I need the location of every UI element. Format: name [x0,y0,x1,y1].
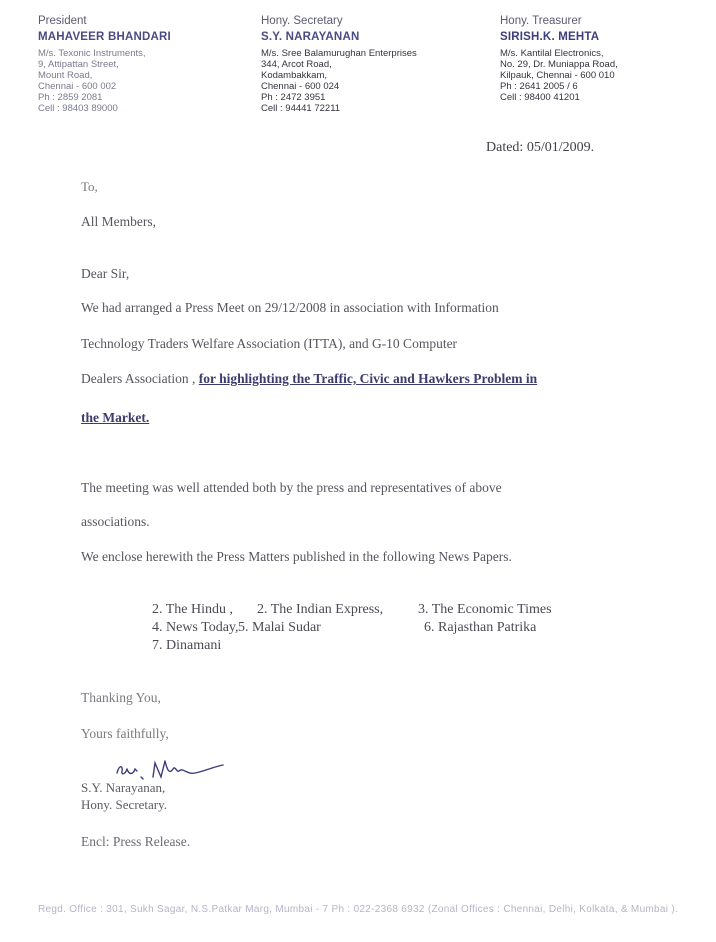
paragraph-1-line: We had arranged a Press Meet on 29/12/2008 in association with Information [81,300,499,315]
treasurer-name: SIRISH.K. MEHTA [500,31,600,43]
header-treasurer [500,14,618,103]
secretary-cell: Cell : 94441 72211 [261,103,341,114]
enclosure-note: Encl: Press Release. [81,834,191,849]
letter-date: Dated: 05/01/2009. [486,140,595,155]
secretary-address-line: Kodambakkam, [261,70,328,81]
paragraph-1-text: Dealers Association , [81,371,199,386]
secretary-address-line: 344, Arcot Road, [261,59,332,70]
newspaper-item: 2. The Hindu , [152,602,234,617]
secretary-name: S.Y. NARAYANAN [261,31,360,43]
header-secretary [261,14,417,114]
secretary-role: Hony. Secretary [261,15,343,27]
secretary-phone: Ph : 2472 3951 [261,92,326,103]
salutation: Dear Sir, [81,266,130,281]
president-address-line: 9, Attipattan Street, [38,59,119,70]
president-address-line: Mount Road, [38,70,93,81]
paragraph-3: We enclose herewith the Press Matters published in the following News Papers. [81,549,512,564]
president-address-line: Chennai - 600 002 [38,81,117,92]
to-label: To, [81,179,98,194]
president-cell: Cell : 98403 89000 [38,103,118,114]
signer-name: S.Y. Narayanan, [81,780,166,795]
valediction: Yours faithfully, [81,726,169,741]
secretary-address-line: Chennai - 600 024 [261,81,340,92]
president-name: MAHAVEER BHANDARI [38,31,171,43]
newspaper-item: 7. Dinamani [152,638,222,653]
newspaper-item: 4. News Today, [152,620,239,635]
secretary-address [261,48,417,114]
president-phone: Ph : 2859 2081 [38,92,103,103]
treasurer-address-line: Kilpauk, Chennai - 600 010 [500,70,615,81]
newspaper-item: 5. Malai Sudar [238,620,321,635]
header-president [38,14,171,114]
paragraph-2-line: associations. [81,514,150,529]
treasurer-phone: Ph : 2641 2005 / 6 [500,81,578,92]
signature-icon [113,755,233,783]
highlight-text: for highlighting the Traffic, Civic and Hawkers Problem in [198,371,538,386]
treasurer-cell: Cell : 98400 41201 [500,92,580,103]
highlight-text: the Market. [81,410,150,425]
paragraph-1-line: Technology Traders Welfare Association (ITTA), and G-10 Computer [81,336,458,351]
signer-title: Hony. Secretary. [81,797,168,812]
president-address [38,48,171,114]
president-role: President [38,15,87,27]
paragraph-1-line [81,371,537,387]
treasurer-address-line: No. 29, Dr. Muniappa Road, [500,59,618,70]
recipient: All Members, [81,214,156,229]
treasurer-address-line: M/s. Kantilal Electronics, [500,48,604,59]
president-address-line: M/s. Texonic Instruments, [38,48,146,59]
newspaper-item: 2. The Indian Express, [257,602,384,617]
closing: Thanking You, [81,690,161,705]
secretary-address-line: M/s. Sree Balamurughan Enterprises [261,48,417,59]
paragraph-2-line: The meeting was well attended both by the press and representatives of above [81,480,502,495]
treasurer-role: Hony. Treasurer [500,15,582,27]
footer-address: Regd. Office : 301, Sukh Sagar, N.S.Patkar Marg, Mumbai - 7 Ph : 022-2368 6932 (Zonal Offices : Chennai, Delhi, Kolkata, & Mumbai ). [38,904,679,915]
treasurer-address [500,48,618,103]
newspaper-item: 6. Rajasthan Patrika [424,620,537,635]
newspaper-item: 3. The Economic Times [418,602,552,617]
